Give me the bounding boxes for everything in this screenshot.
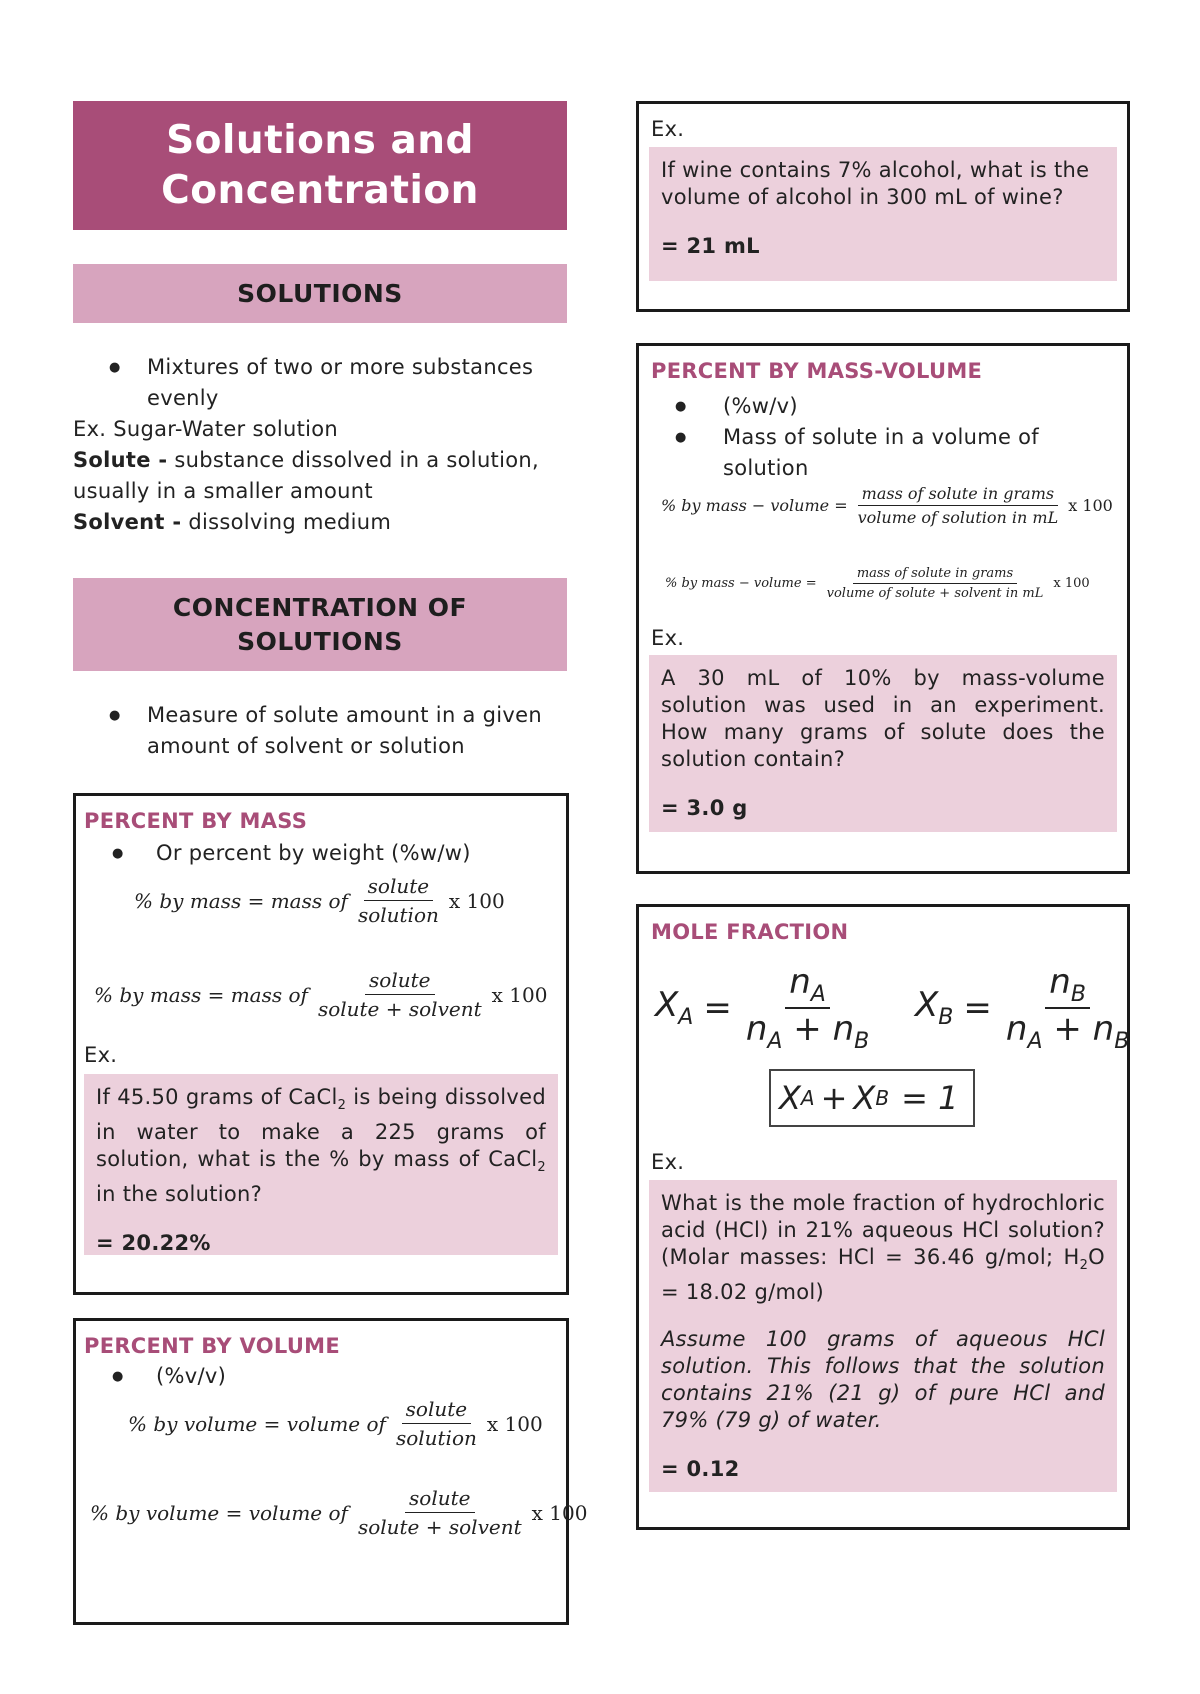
percent-by-mass-volume-ex-label: Ex.: [651, 626, 685, 650]
percent-by-mass-answer: = 20.22%: [96, 1231, 211, 1256]
mole-fraction-example: [649, 1180, 1117, 1492]
formula-numerator: mass of solute in grams: [858, 484, 1058, 506]
xb-denominator: [1002, 1009, 1133, 1054]
concentration-heading: [73, 578, 567, 671]
mole-fraction-answer: = 0.12: [661, 1457, 740, 1482]
page-title-line2: Concentration: [161, 167, 479, 213]
percent-by-mass-title: PERCENT BY MASS: [84, 809, 308, 833]
formula-lhs: % by volume = volume of: [128, 1411, 386, 1436]
percent-by-volume-box: [73, 1318, 588, 1625]
subscript-b: B: [1070, 981, 1086, 1007]
n-letter: n: [1005, 1008, 1028, 1049]
formula-tail: x 100: [531, 1500, 588, 1525]
question-part: is being dissolved in water to make a 225 grams of solution, what is the % by mass of CaCl: [96, 1085, 546, 1172]
xb-symbol: [915, 985, 953, 1030]
subscript-a: A: [767, 1028, 783, 1054]
percent-by-mass-volume-answer: = 3.0 g: [661, 796, 748, 820]
question-part: If 45.50 grams of CaCl: [96, 1085, 338, 1109]
concentration-bullet: ● Measure of solute amount in a given amount of solvent or solution: [73, 700, 573, 762]
mole-fraction-title: MOLE FRACTION: [651, 920, 849, 944]
n-letter: n: [832, 1008, 855, 1049]
x-letter: X: [853, 1079, 876, 1117]
solute-term: Solute -: [73, 448, 168, 472]
formula-fraction: [354, 1486, 526, 1539]
subscript-a: A: [678, 1005, 694, 1031]
mole-fraction-ex-label: Ex.: [651, 1150, 685, 1174]
subscript-b: B: [854, 1028, 870, 1054]
formula-denominator: solution: [395, 1426, 477, 1450]
concentration-heading-line1: CONCENTRATION OF: [172, 592, 468, 622]
x-letter: X: [915, 985, 939, 1026]
page-title-line1: Solutions and: [166, 117, 474, 163]
subscript: 2: [337, 1098, 347, 1114]
percent-by-volume-title: PERCENT BY VOLUME: [84, 1334, 341, 1358]
wine-example: [649, 147, 1117, 281]
formula-tail: x 100: [448, 888, 505, 913]
n-letter: n: [1092, 1008, 1115, 1049]
percent-by-mass-volume-bullet-2: ● Mass of solute in a volume of solution: [639, 422, 1109, 484]
percent-by-mass-volume-formula-2: [665, 566, 1090, 601]
n-letter: n: [745, 1008, 768, 1049]
percent-by-mass-bullet-wrap: [76, 838, 556, 869]
percent-by-mass-box: [73, 793, 569, 1295]
formula-denominator: solution: [357, 903, 439, 927]
percent-by-mass-example: [84, 1074, 558, 1255]
formula-tail: x 100: [491, 982, 548, 1007]
percent-by-mass-volume-formula-1: [661, 484, 1113, 527]
formula-lhs: % by mass = mass of: [94, 982, 308, 1007]
subscript-a: A: [1027, 1028, 1043, 1054]
percent-by-mass-bullet: ● Or percent by weight (%w/w): [76, 838, 556, 869]
xa-fraction: [742, 962, 873, 1054]
subscript-b: B: [875, 1086, 890, 1110]
plus-sign: +: [820, 1079, 848, 1117]
page-title: [73, 101, 567, 230]
solvent-definition: [73, 507, 573, 538]
percent-by-volume-formula-1: [128, 1397, 543, 1450]
subscript: 2: [537, 1160, 546, 1176]
n-letter: n: [1049, 962, 1071, 1002]
solvent-term: Solvent -: [73, 510, 182, 534]
xb-fraction: [1002, 962, 1133, 1054]
percent-by-volume-formula-2: [90, 1486, 587, 1539]
n-letter: n: [789, 962, 811, 1002]
formula-numerator: mass of solute in grams: [853, 566, 1017, 584]
formula-denominator: volume of solution in mL: [857, 508, 1059, 527]
formula-fraction: [354, 874, 443, 927]
subscript-a: A: [800, 1086, 815, 1110]
x-letter: X: [779, 1079, 801, 1117]
mole-fraction-xa-formula: [655, 962, 873, 1054]
plus-sign: +: [1042, 1008, 1093, 1049]
question-part: What is the mole fraction of hydrochloric acid (HCl) in 21% aqueous HCl solution? (Molar masses: HCl = 36.46 g/mol; H: [661, 1191, 1105, 1269]
sum-equals-one: = 1: [901, 1079, 959, 1117]
concentration-section: [73, 700, 573, 762]
concentration-heading-line2: SOLUTIONS: [237, 626, 403, 656]
formula-numerator: solute: [365, 968, 434, 995]
mole-fraction-xb-formula: [915, 962, 1133, 1054]
solutions-bullet: ● Mixtures of two or more substances evenly: [73, 352, 573, 414]
question-part: O = 18.02 g/mol): [661, 1245, 1105, 1305]
solutions-example: Ex. Sugar-Water solution: [73, 417, 339, 441]
percent-by-mass-formula-1: [134, 874, 505, 927]
formula-fraction: [314, 968, 486, 1021]
percent-by-volume-bullet: ● (%v/v): [76, 1361, 556, 1392]
percent-by-mass-volume-bullets: [639, 391, 1109, 484]
mole-fraction-sum-box: [769, 1069, 975, 1127]
question-part: in the solution?: [96, 1182, 263, 1207]
formula-numerator: solute: [364, 874, 433, 901]
formula-lhs: % by mass = mass of: [134, 888, 348, 913]
solute-def-text: substance dissolved in a solution, usually in a smaller amount: [73, 448, 539, 503]
percent-by-mass-volume-question: A 30 mL of 10% by mass-volume solution was used in an experiment. How many grams of solute does the solution contain?: [661, 666, 1105, 771]
formula-fraction: [854, 484, 1063, 527]
percent-by-mass-volume-box: [636, 343, 1130, 874]
wine-question: If wine contains 7% alcohol, what is the volume of alcohol in 300 mL of wine?: [661, 158, 1090, 209]
solute-definition: [73, 445, 573, 507]
mole-fraction-box: [636, 904, 1130, 1530]
subscript: 2: [1079, 1258, 1089, 1274]
formula-denominator: solute + solvent: [357, 1515, 522, 1539]
subscript-a: A: [810, 981, 826, 1007]
percent-by-mass-ex-label: Ex.: [84, 1043, 118, 1067]
formula-lhs: % by mass − volume =: [665, 576, 817, 591]
plus-sign: +: [782, 1008, 833, 1049]
solvent-def-text: dissolving medium: [181, 510, 392, 534]
subscript-b: B: [1114, 1028, 1130, 1054]
percent-by-mass-volume-bullet-1: ● (%w/v): [639, 391, 1109, 422]
xb-numerator: [1045, 962, 1090, 1009]
xa-denominator: [742, 1009, 873, 1054]
formula-tail: x 100: [1053, 576, 1090, 591]
wine-example-box: [636, 101, 1130, 312]
equals-sign: =: [703, 987, 732, 1028]
equals-sign: =: [963, 987, 992, 1028]
wine-answer: = 21 mL: [661, 234, 760, 258]
solutions-heading: SOLUTIONS: [73, 264, 567, 323]
xa-numerator: [785, 962, 830, 1009]
formula-denominator: volume of solute + solvent in mL: [826, 586, 1044, 601]
formula-tail: x 100: [1068, 496, 1113, 515]
percent-by-volume-bullet-wrap: [76, 1361, 556, 1392]
percent-by-mass-volume-example: [649, 655, 1117, 832]
percent-by-mass-formula-2: [94, 968, 547, 1021]
xa-symbol: [655, 985, 693, 1030]
formula-fraction: [392, 1397, 481, 1450]
solutions-section: [73, 352, 573, 538]
percent-by-mass-question: [96, 1084, 546, 1208]
x-letter: X: [655, 985, 679, 1026]
formula-lhs: % by volume = volume of: [90, 1500, 348, 1525]
formula-numerator: solute: [405, 1486, 474, 1513]
formula-numerator: solute: [402, 1397, 471, 1424]
formula-tail: x 100: [486, 1411, 543, 1436]
formula-denominator: solute + solvent: [317, 997, 482, 1021]
subscript-b: B: [938, 1005, 954, 1031]
mole-fraction-question: [661, 1190, 1105, 1306]
percent-by-mass-volume-title: PERCENT BY MASS-VOLUME: [651, 359, 983, 383]
wine-ex-label: Ex.: [651, 117, 685, 141]
formula-fraction: [823, 566, 1048, 601]
formula-lhs: % by mass − volume =: [661, 496, 848, 515]
mole-fraction-assumption: Assume 100 grams of aqueous HCl solution. This follows that the solution contains 21% (21 g) of pure HCl and 79% (79 g) of water.: [661, 1327, 1105, 1433]
